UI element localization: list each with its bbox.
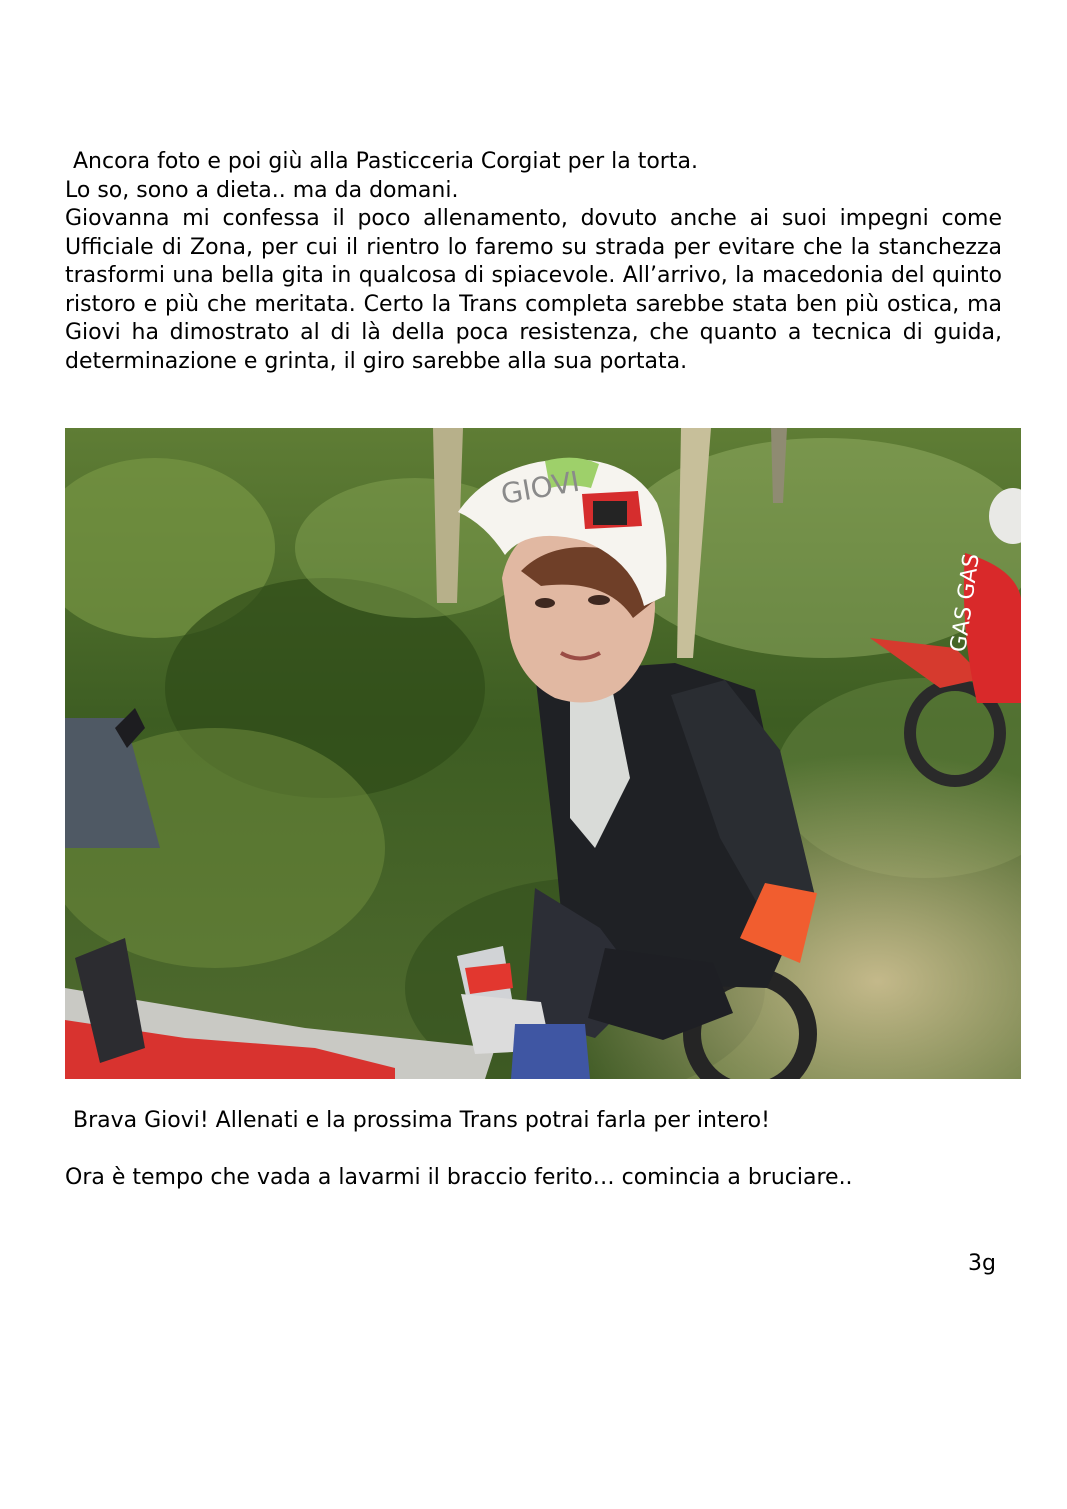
jacket-lettering: GAS GAS bbox=[946, 552, 985, 654]
photo-caption: Brava Giovi! Allenati e la prossima Trans potrai farla per intero! bbox=[73, 1108, 770, 1133]
forest-rider-photo bbox=[65, 428, 1021, 1079]
intro-line-2: Lo so, sono a dieta.. ma da domani. bbox=[65, 177, 459, 203]
closing-line: Ora è tempo che vada a lavarmi il braccio ferito… comincia a bruciare.. bbox=[65, 1165, 853, 1190]
intro-text-block bbox=[65, 148, 1002, 376]
helmet-lettering: GIOVI bbox=[498, 464, 582, 511]
page-number: 3g bbox=[968, 1251, 996, 1276]
intro-line-1: Ancora foto e poi giù alla Pasticceria Corgiat per la torta. bbox=[73, 149, 698, 174]
photo-illustration bbox=[65, 428, 1021, 1079]
intro-paragraph: Giovanna mi confessa il poco allenamento, dovuto anche ai suoi impegni come Ufficiale di Zona, per cui il rientro lo faremo su strada per evitare che la stanchezza trasformi una bella gita in qualcosa di spiacevole. All’arrivo, la macedonia del quinto ristoro e più che meritata. Certo la Trans completa sarebbe stata ben più ostica, ma Giovi ha dimostrato al di là della poca resistenza, che quanto a tecnica di guida, determinazione e grinta, il giro sarebbe alla sua portata. bbox=[65, 206, 1002, 374]
